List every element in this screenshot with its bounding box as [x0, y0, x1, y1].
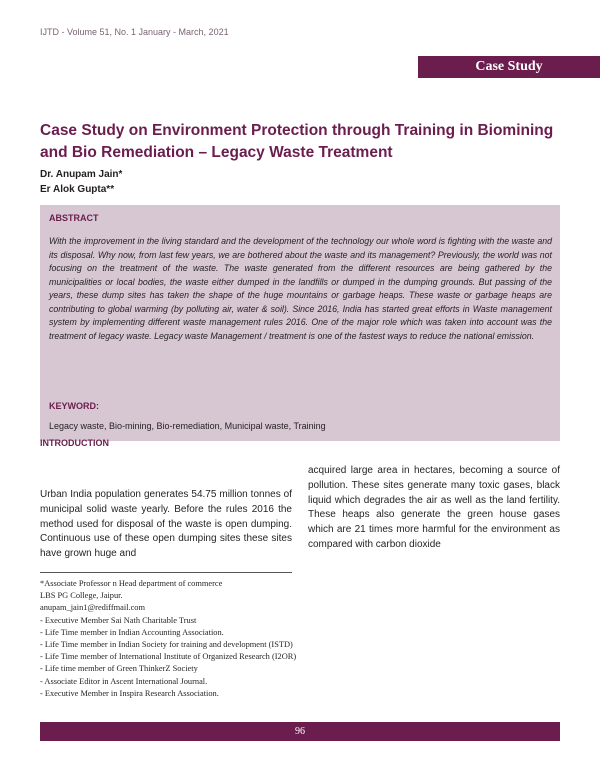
- footnotes: [40, 578, 340, 700]
- footnote-line: anupam_jain1@rediffmail.com: [40, 603, 146, 613]
- footnote-line: LBS PG College, Jaipur.: [40, 591, 123, 601]
- journal-issue-line: IJTD - Volume 51, No. 1 January - March, 2021: [40, 27, 229, 37]
- introduction-left-column: Urban India population generates 54.75 million tonnes of municipal solid waste yearly. Before the rules 2016 the method used for disposal of the waste is open dumping. Continuous use of these open dumping sites these sites have grown huge and: [40, 489, 292, 560]
- footnote-line: - Life Time member of International Institute of Organized Research (I2OR): [40, 652, 297, 662]
- footnote-divider: [40, 572, 292, 573]
- introduction-heading: INTRODUCTION: [40, 438, 109, 448]
- footnote-line: *Associate Professor n Head department of commerce: [40, 579, 223, 588]
- footnote-line: - Life Time member in Indian Accounting Association.: [40, 627, 224, 637]
- footnote-line: - Executive Member Sai Nath Charitable Trust: [40, 615, 197, 625]
- section-tab-case-study: Case Study: [418, 56, 600, 78]
- author-list: [40, 167, 122, 197]
- author-primary: Dr. Anupam Jain*: [40, 169, 123, 180]
- abstract-text: With the improvement in the living standard and the development of the technology our whole word is fighting with the waste and its disposal. Why now, from last few years, we are bothered about the waste and its management? Previously, the world was not focusing on the treatment of the waste. The waste generated from the different resources are being gathered by the municipalities or local bodies, the waste either dumped in the landfills or dumped in the dumping grounds. But passing of the years, these dump sites has taken the shape of the huge mountains or garbage heaps. These waste or garbage heaps are contributing to global warming (by polluting air, water & soil). Since 2016, India has started great efforts in Waste management system by implementing different waste management rules 2016. One of the major role which was taken into account was the treatment of legacy waste. Legacy waste Management / treatment is one of the fastest ways to reduce the national emission.: [49, 236, 552, 341]
- footnote-line: - Life Time member in Indian Society for training and development (ISTD): [40, 640, 293, 650]
- keyword-list: Legacy waste, Bio-mining, Bio-remediation, Municipal waste, Training: [49, 421, 326, 431]
- introduction-right-column: acquired large area in hectares, becoming a source of pollution. These sites generate many toxic gases, black liquid which degrades the air as well as the land fertility. These heaps also generate the green house gases which are 21 times more harmful for the environment as compared with carbon dioxide: [308, 465, 560, 550]
- abstract-box: [40, 205, 560, 441]
- footnote-line: - Life time member of Green ThinkerZ Society: [40, 664, 198, 674]
- author-secondary: Er Alok Gupta**: [40, 184, 115, 195]
- keyword-heading: KEYWORD:: [49, 401, 99, 411]
- footnote-line: - Associate Editor in Ascent International Journal.: [40, 676, 208, 686]
- footnote-line: - Executive Member in Inspira Research Association.: [40, 688, 219, 698]
- page-number-bar: 96: [40, 722, 560, 741]
- abstract-heading: ABSTRACT: [49, 213, 99, 223]
- article-title: Case Study on Environment Protection through Training in Biomining and Bio Remediation – Legacy Waste Treatment: [40, 122, 554, 161]
